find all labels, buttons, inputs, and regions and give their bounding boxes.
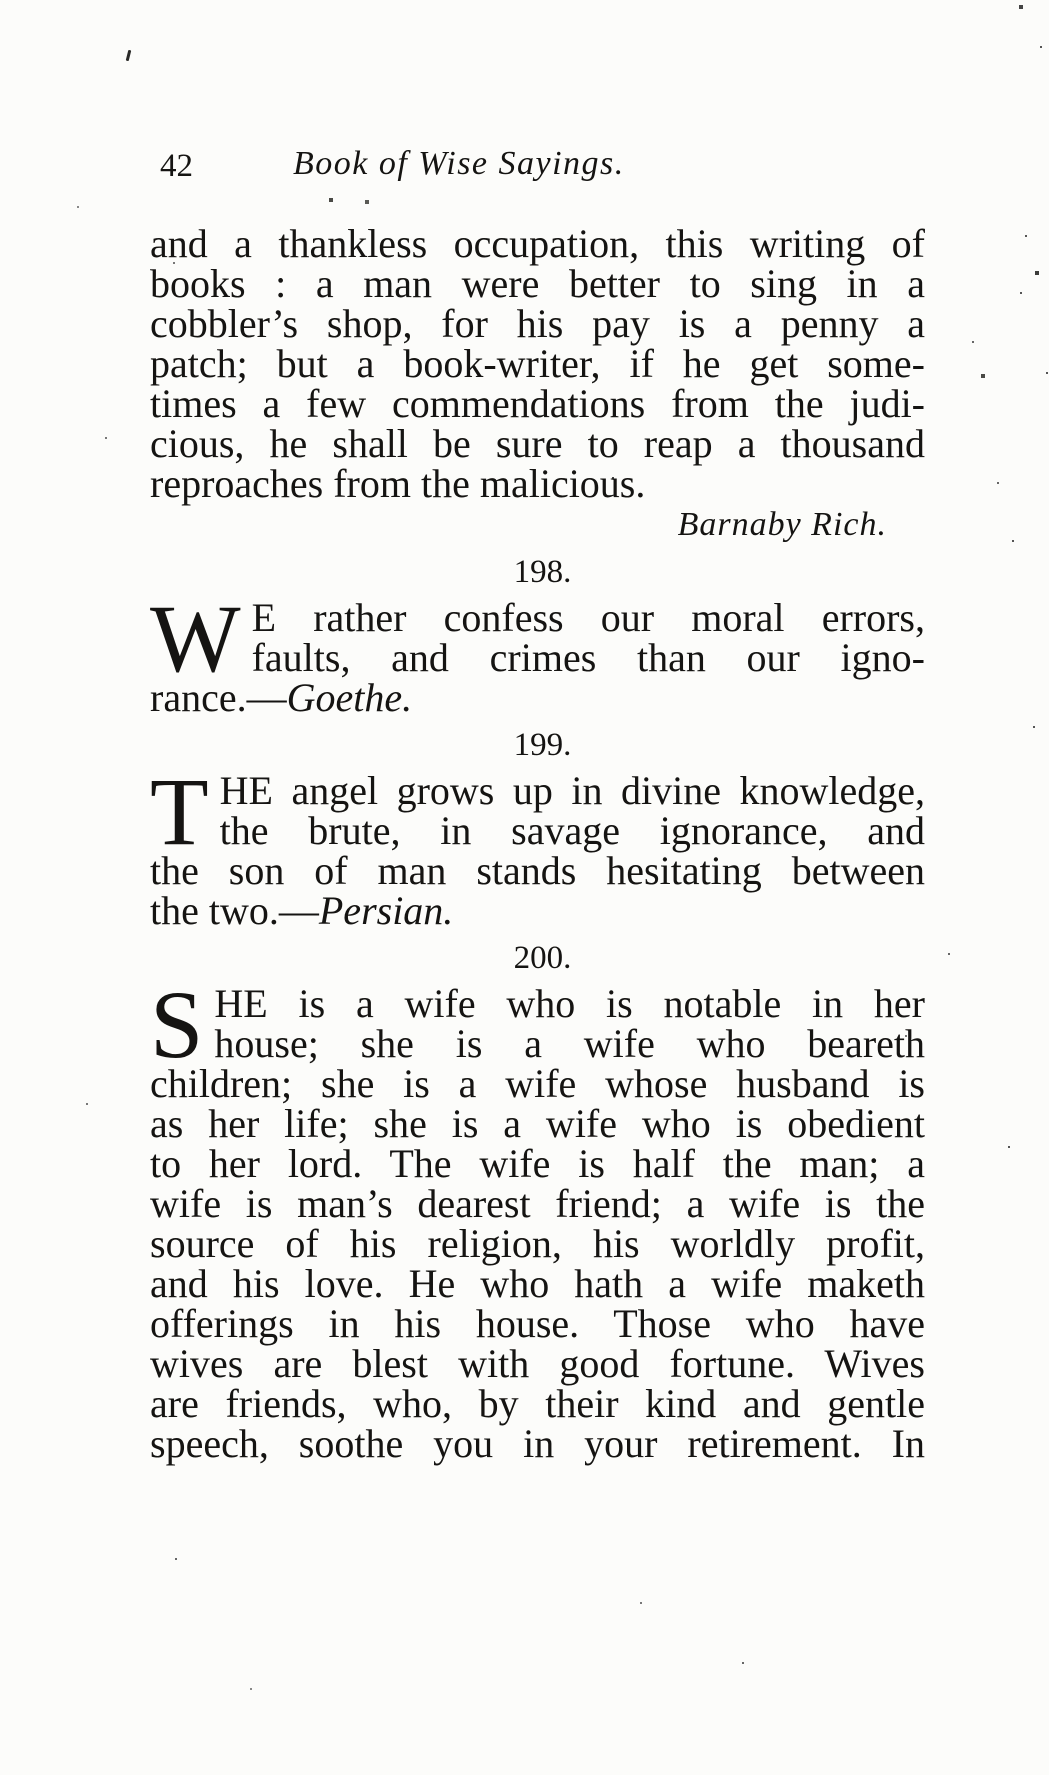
text-line: E rather confess our moral errors, <box>251 595 925 640</box>
scan-mark <box>126 50 132 61</box>
text-line: as her life; she is a wife who is obedient <box>150 1101 925 1146</box>
text-line: patch; but a book-writer, if he get some- <box>150 341 925 386</box>
text-line: reproaches from the malicious. <box>150 461 646 506</box>
text-line: books : a man were better to sing in a <box>150 261 925 306</box>
text-line: HE is a wife who is notable in her <box>214 981 925 1026</box>
text-line: house; she is a wife who beareth <box>214 1021 925 1066</box>
text-line: source of his religion, his worldly profit, <box>150 1221 925 1266</box>
page-number: 42 <box>160 148 193 184</box>
page-content <box>150 221 925 1466</box>
text-line: are friends, who, by their kind and gentle <box>150 1381 925 1426</box>
text-line: the two.—Persian. <box>150 888 454 933</box>
quote-source: Persian. <box>318 888 454 933</box>
text-line: cobbler’s shop, for his pay is a penny a <box>150 301 925 346</box>
saying-number: 198. <box>513 554 572 590</box>
text-line: offerings in his house. Those who have <box>150 1301 925 1346</box>
dropcap-initial: W <box>150 585 241 692</box>
text-line: speech, soothe you in your retirement. In <box>150 1421 925 1466</box>
saying-paragraph <box>150 585 925 720</box>
saying-paragraph <box>150 758 925 933</box>
page-header <box>0 142 1049 188</box>
quote-source: Goethe. <box>286 675 413 720</box>
text-line: children; she is a wife whose husband is <box>150 1061 925 1106</box>
text-line: cious, he shall be sure to reap a thousand <box>150 421 925 466</box>
dropcap-initial: T <box>150 758 209 865</box>
running-title: Book of Wise Sayings. <box>293 145 625 182</box>
text-line: rance.—Goethe. <box>150 675 413 720</box>
text-line: wife is man’s dearest friend; a wife is the <box>150 1181 925 1226</box>
saying-section <box>150 221 925 545</box>
saying-section <box>150 938 925 1464</box>
saying-section <box>150 725 925 931</box>
saying-section <box>150 552 925 718</box>
text-line: and his love. He who hath a wife maketh <box>150 1261 925 1306</box>
saying-paragraph <box>150 221 925 506</box>
saying-paragraph <box>150 971 925 1466</box>
attribution: Barnaby Rich. <box>677 506 887 543</box>
text-line: to her lord. The wife is half the man; a <box>150 1141 925 1186</box>
text-line: faults, and crimes than our igno- <box>251 635 925 680</box>
text-line: times a few commendations from the judi- <box>150 381 925 426</box>
scan-specks <box>0 0 2 2</box>
text-line: the brute, in savage ignorance, and <box>219 808 925 853</box>
text-line: and a thankless occupation, this writing of <box>150 221 925 266</box>
text-line: wives are blest with good fortune. Wives <box>150 1341 925 1386</box>
dropcap-initial: S <box>150 971 204 1078</box>
text-line: HE angel grows up in divine knowledge, <box>219 768 925 813</box>
saying-number: 200. <box>513 940 572 976</box>
text-line: the son of man stands hesitating between <box>150 848 925 893</box>
saying-number: 199. <box>513 727 572 763</box>
